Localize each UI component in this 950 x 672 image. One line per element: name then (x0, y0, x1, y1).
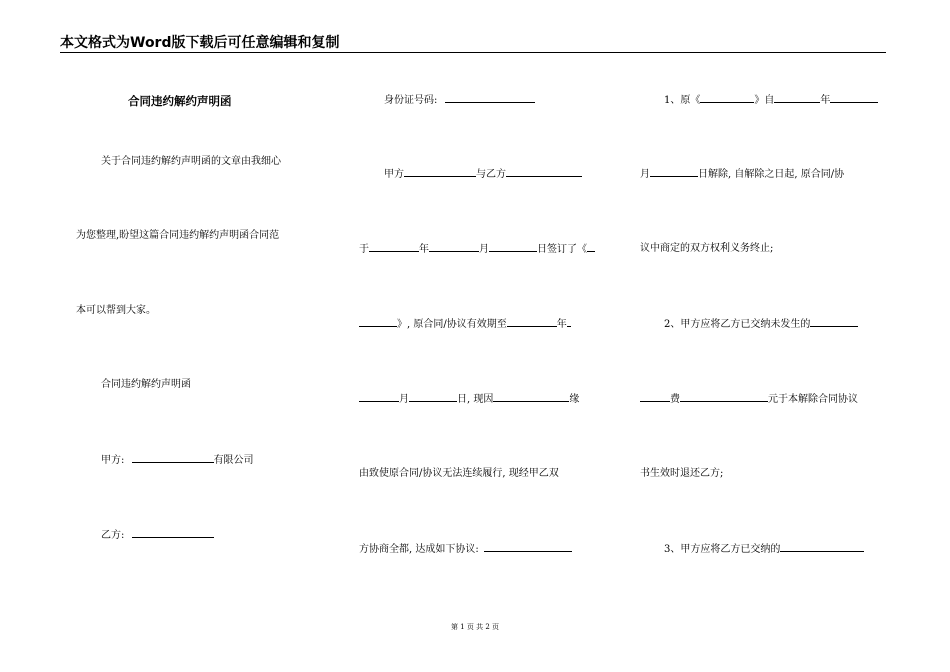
party-b-name-blank[interactable] (506, 167, 582, 177)
reason-suffix: 缘 (569, 394, 580, 405)
paid-item-blank[interactable] (780, 542, 864, 552)
clause-1-line (664, 93, 878, 108)
party-a-text: 甲方 (384, 169, 404, 180)
original-contract-blank[interactable] (700, 93, 754, 103)
page-footer (0, 622, 950, 632)
inability-line: 由致使原合同/协议无法连续履行, 现经甲乙双 (359, 468, 559, 479)
clause-2-line-2 (640, 392, 858, 407)
validity-text: 》, 原合同/协议有效期至 (397, 319, 507, 330)
footer-mid: 页 共 (466, 623, 484, 631)
validity-day-blank[interactable] (409, 392, 457, 402)
header-divider (60, 52, 886, 53)
clause-2-line (664, 317, 858, 332)
clause-2-line-3: 书生效时退还乙方; (640, 468, 724, 479)
fee-amount-blank[interactable] (680, 392, 768, 402)
signing-year-blank[interactable] (369, 242, 419, 252)
reason-text: 日, 现因 (457, 394, 494, 405)
intro-line-1: 关于合同违约解约声明函的文章由我细心 (101, 156, 281, 167)
validity-month-blank-cont[interactable] (359, 392, 399, 402)
validity-month-text: 月 (399, 394, 409, 405)
validity-line (359, 317, 571, 332)
fee-type-blank[interactable] (810, 317, 858, 327)
signing-month-text: 月 (479, 244, 489, 255)
party-b-blank[interactable] (132, 528, 214, 538)
validity-year-text: 年 (556, 319, 567, 330)
party-b-line (101, 528, 214, 543)
signing-day-text: 日签订了《 (537, 244, 587, 255)
agreement-text: 方协商全都, 达成如下协议: (359, 544, 479, 555)
id-number-label: 身份证号码: (384, 95, 438, 106)
validity-year-blank[interactable] (507, 317, 557, 327)
party-a-line (101, 453, 254, 468)
clause-3-text: 3、甲方应将乙方已交纳的 (664, 544, 781, 555)
termination-day-blank[interactable] (650, 167, 698, 177)
intro-line-2: 为您整理,盼望这篇合同违约解约声明函合同范 (76, 230, 280, 241)
current-page-number: 1 (460, 623, 465, 631)
document-header: 本文格式为Word版下载后可任意编辑和复制 (60, 35, 340, 51)
clause-1-from: 》自 (754, 95, 775, 106)
contract-subtitle: 合同违约解约声明函 (101, 379, 191, 390)
signing-prefix: 于 (359, 244, 369, 255)
clause-1-year: 年 (820, 95, 831, 106)
total-page-number: 2 (485, 623, 490, 631)
validity-month-blank[interactable] (567, 317, 571, 327)
footer-prefix: 第 (450, 623, 458, 631)
fee-text: 费 (670, 394, 680, 405)
id-number-line (384, 93, 535, 108)
clause-1-line-2 (640, 167, 844, 182)
signing-day-blank[interactable] (489, 242, 537, 252)
party-a-blank[interactable] (132, 453, 214, 463)
clause-1-prefix: 1、原《 (664, 95, 701, 106)
termination-month-blank[interactable] (830, 93, 878, 103)
clause-3-line (664, 542, 864, 557)
agreement-blank[interactable] (484, 542, 572, 552)
id-number-blank[interactable] (445, 93, 535, 103)
signing-date-line (359, 242, 595, 257)
contract-name-blank-cont[interactable] (359, 317, 397, 327)
fee-type-blank-cont[interactable] (640, 392, 670, 402)
party-a-name-blank[interactable] (404, 167, 476, 177)
party-b-text: 与乙方 (476, 169, 506, 180)
signing-month-blank[interactable] (429, 242, 479, 252)
agreement-line (359, 542, 572, 557)
footer-suffix: 页 (492, 623, 500, 631)
termination-year-blank[interactable] (774, 93, 820, 103)
clause-2-suffix: 元于本解除合同协议 (768, 394, 858, 405)
parties-line (384, 167, 582, 182)
reason-blank[interactable] (493, 392, 569, 402)
party-b-label: 乙方: (101, 530, 125, 541)
intro-line-3: 本可以帮到大家。 (76, 305, 156, 316)
signing-year-text: 年 (419, 244, 429, 255)
clause-1-month: 月 (640, 169, 650, 180)
reason-line (359, 392, 579, 407)
clause-1-text: 日解除, 自解除之日起, 原合同/协 (698, 169, 845, 180)
document-title: 合同违约解约声明函 (128, 94, 232, 108)
clause-1-line-3: 议中商定的双方权利义务终止; (640, 243, 774, 254)
party-a-label: 甲方: (101, 455, 125, 466)
party-a-suffix: 有限公司 (213, 455, 254, 466)
clause-2-text: 2、甲方应将乙方已交纳未发生的 (664, 319, 811, 330)
contract-name-blank[interactable] (587, 242, 595, 252)
